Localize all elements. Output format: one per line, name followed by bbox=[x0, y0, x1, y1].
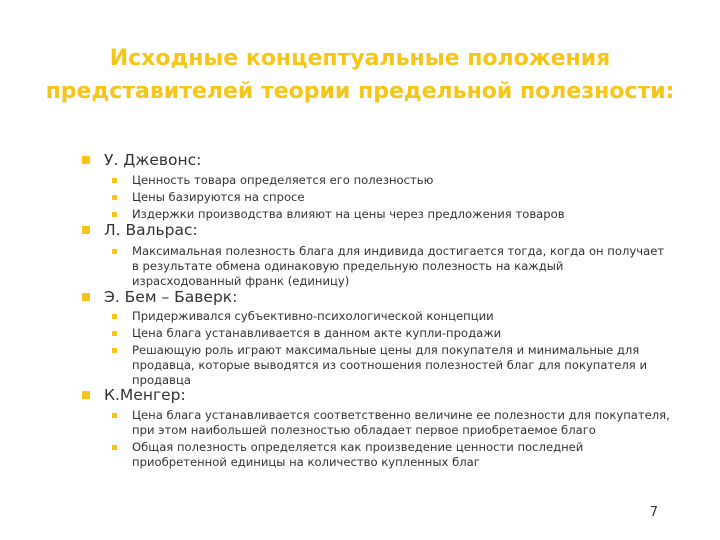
bullet-square-icon bbox=[112, 331, 117, 336]
bullet-square-icon bbox=[112, 445, 117, 450]
list-item: Максимальная полезность блага для индивида достигается тогда, когда он получает в результате обмена одинаковую предельную полезность на каждый израсходованный франк (единицу) bbox=[112, 244, 672, 289]
bullet-square-icon bbox=[112, 348, 117, 353]
list-item: Цены базируются на спросе bbox=[112, 190, 672, 205]
point-list-menger bbox=[112, 408, 672, 472]
bullet-square-icon bbox=[82, 391, 90, 399]
title-line-2: представителей теории предельной полезности: bbox=[45, 79, 675, 104]
list-item: Цена блага устанавливается в данном акте купли-продажи bbox=[112, 326, 672, 341]
point-list-walras bbox=[112, 244, 672, 291]
author-name: У. Джевонс: bbox=[104, 151, 202, 169]
author-heading-menger bbox=[82, 386, 186, 404]
bullet-square-icon bbox=[82, 156, 90, 164]
bullet-square-icon bbox=[82, 293, 90, 301]
author-name: Э. Бем – Баверк: bbox=[104, 288, 238, 306]
point-list-bohm-bawerk bbox=[112, 309, 672, 390]
author-heading-jevons bbox=[82, 151, 201, 169]
list-item: Издержки производства влияют на цены через предложения товаров bbox=[112, 207, 672, 222]
bullet-square-icon bbox=[112, 249, 117, 254]
bullet-square-icon bbox=[112, 413, 117, 418]
bullet-square-icon bbox=[82, 226, 90, 234]
list-item: Придерживался субъективно-психологической концепции bbox=[112, 309, 672, 324]
author-heading-bohm-bawerk bbox=[82, 288, 237, 306]
point-list-jevons bbox=[112, 173, 672, 224]
list-item: Ценность товара определяется его полезностью bbox=[112, 173, 672, 188]
page-number: 7 bbox=[649, 505, 658, 520]
list-item: Цена блага устанавливается соответственно величине ее полезности для покупателя, при этом наибольшей полезностью обладает первое приобретаемое благо bbox=[112, 408, 672, 438]
bullet-square-icon bbox=[112, 212, 117, 217]
bullet-square-icon bbox=[112, 314, 117, 319]
bullet-square-icon bbox=[112, 178, 117, 183]
author-name: К.Менгер: bbox=[104, 386, 186, 404]
list-item: Общая полезность определяется как произведение ценности последней приобретенной единицы на количество купленных благ bbox=[112, 440, 672, 470]
list-item: Решающую роль играют максимальные цены для покупателя и минимальные для продавца, которые выводятся из соотношения полезностей благ для покупателя и продавца bbox=[112, 343, 672, 388]
title-line-1: Исходные концептуальные положения bbox=[109, 46, 611, 71]
author-name: Л. Вальрас: bbox=[104, 221, 198, 239]
author-heading-walras bbox=[82, 221, 198, 239]
bullet-square-icon bbox=[112, 195, 117, 200]
